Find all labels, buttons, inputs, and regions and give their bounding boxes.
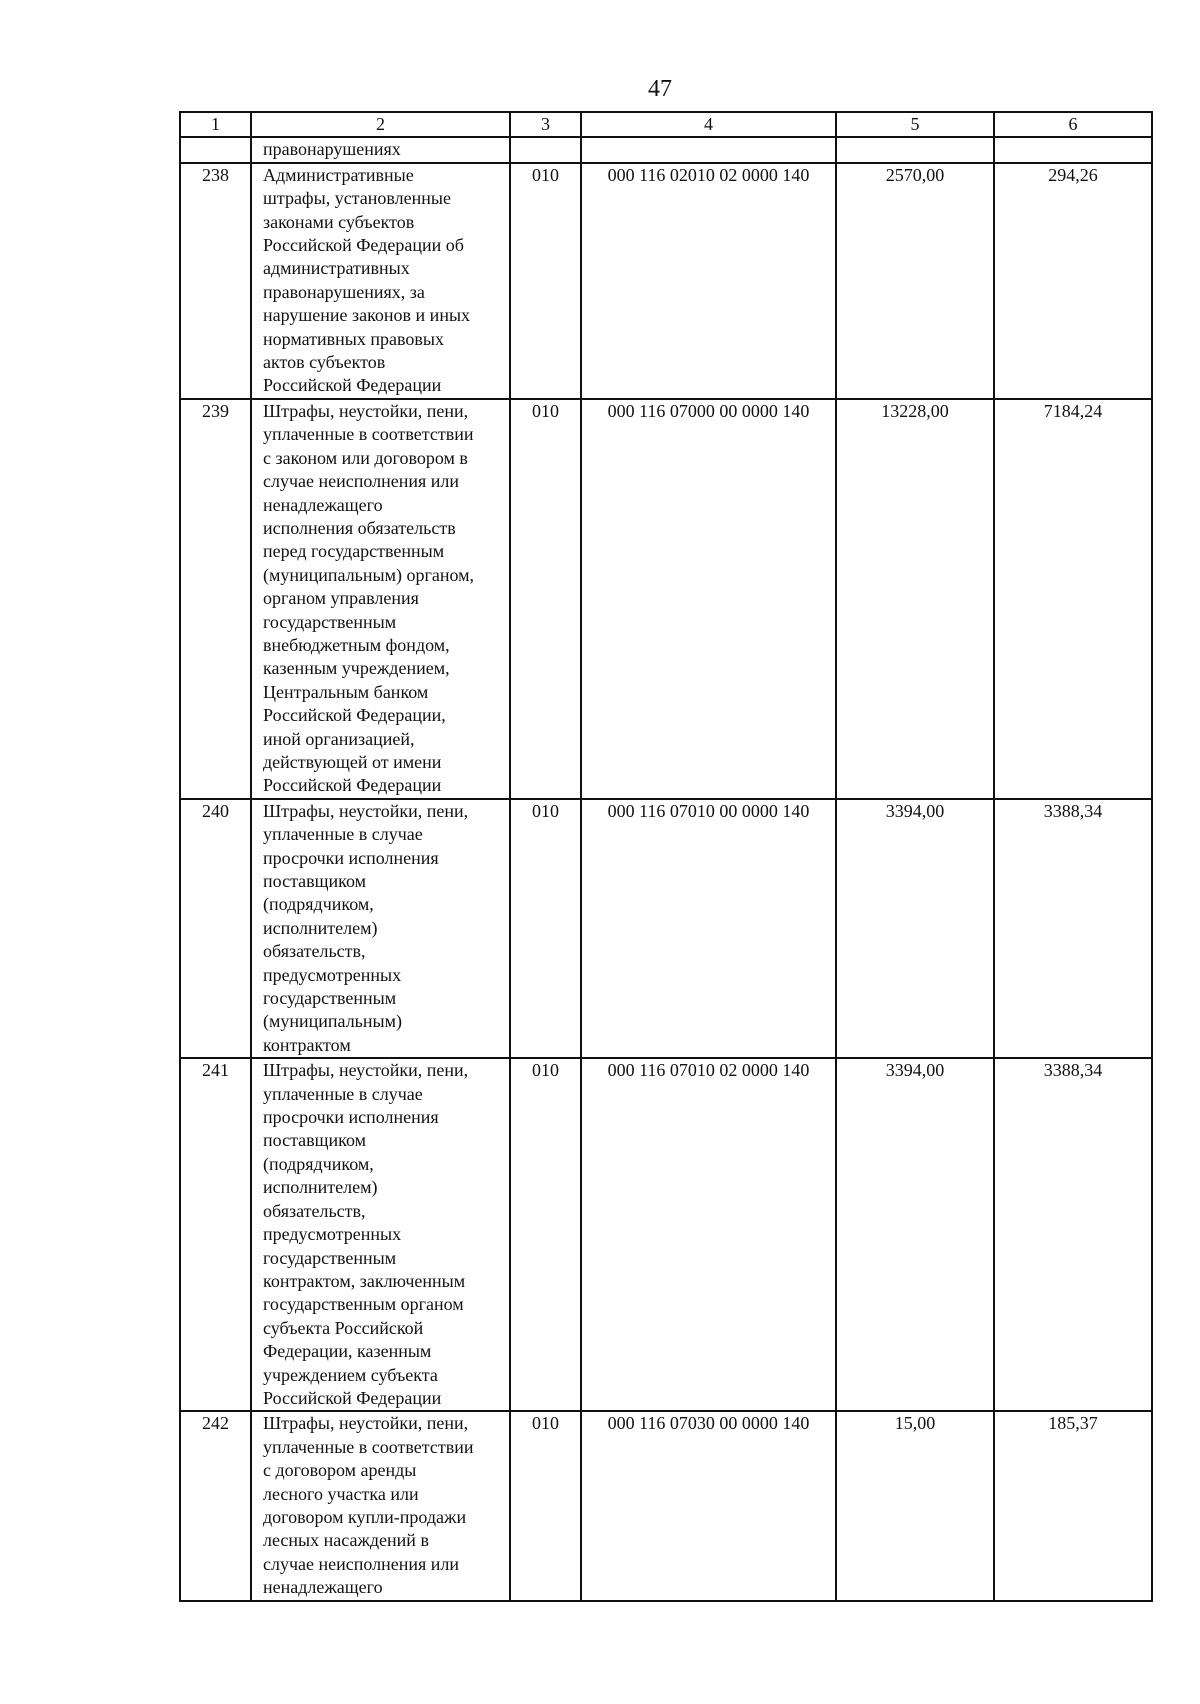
row-code4-cell: 000 116 07030 00 0000 140 bbox=[581, 1411, 836, 1600]
row-name-line: контрактом, заключенным bbox=[263, 1270, 466, 1291]
row-code4-cell: 000 116 07000 00 0000 140 bbox=[581, 399, 836, 799]
row-col6-cell: 3388,34 bbox=[994, 1058, 1152, 1411]
row-name-line: нормативных правовых bbox=[263, 328, 444, 349]
row-name-line: Российской Федерации bbox=[263, 1387, 442, 1408]
row-name-line: внебюджетным фондом, bbox=[263, 634, 450, 655]
table-row-continuation bbox=[180, 137, 1152, 162]
row-number-cell: 240 bbox=[180, 799, 251, 1058]
row-name-line: (подрядчиком, bbox=[263, 1153, 374, 1174]
row-name-line: государственным bbox=[263, 611, 397, 632]
page-number: 47 bbox=[648, 76, 672, 102]
table-row bbox=[180, 1411, 1152, 1600]
row-name-line: ненадлежащего bbox=[263, 494, 383, 515]
table-row bbox=[180, 1058, 1152, 1411]
row-name-line: уплаченные в случае bbox=[263, 1083, 423, 1104]
row-col6-cell: 185,37 bbox=[994, 1411, 1152, 1600]
row-code3-cell: 010 bbox=[510, 163, 581, 399]
row-name-cell bbox=[251, 1411, 510, 1600]
row-code3-cell: 010 bbox=[510, 1058, 581, 1411]
row-name-line: поставщиком bbox=[263, 871, 367, 891]
row-name-line: перед государственным bbox=[263, 541, 445, 562]
row-name-line: уплаченные в случае bbox=[263, 824, 423, 845]
row-name-line: действующей от имени bbox=[263, 751, 442, 772]
row-name-line: с договором аренды bbox=[263, 1460, 417, 1481]
row-name-line: (муниципальным) органом, bbox=[263, 564, 475, 585]
row-name-line: органом управления bbox=[263, 588, 419, 609]
row-name-line: субъекта Российской bbox=[263, 1317, 424, 1338]
row-name-line: законами субъектов bbox=[263, 211, 415, 232]
row-name-cell bbox=[251, 163, 510, 399]
row-name-line: случае неисполнения или bbox=[263, 1553, 460, 1574]
row-number-cell bbox=[180, 137, 251, 162]
row-col5-cell bbox=[836, 137, 994, 162]
row-col5-cell: 3394,00 bbox=[836, 1058, 994, 1411]
row-name-cell bbox=[251, 399, 510, 799]
row-name-line: (подрядчиком, bbox=[263, 894, 374, 915]
row-name-line: правонарушениях bbox=[263, 139, 401, 160]
table-row bbox=[180, 163, 1152, 399]
row-number-cell: 238 bbox=[180, 163, 251, 399]
table-body bbox=[180, 163, 1152, 1601]
row-code4-cell: 000 116 02010 02 0000 140 bbox=[581, 163, 836, 399]
header-cell: 2 bbox=[251, 112, 510, 137]
row-name-line: случае неисполнения или bbox=[263, 471, 460, 492]
row-name-line: нарушение законов и иных bbox=[263, 305, 471, 326]
row-code3-cell bbox=[510, 137, 581, 162]
row-col5-cell: 2570,00 bbox=[836, 163, 994, 399]
row-name-line: обязательств, bbox=[263, 941, 366, 962]
row-number-cell: 241 bbox=[180, 1058, 251, 1411]
row-col6-cell bbox=[994, 137, 1152, 162]
row-name-line: просрочки исполнения bbox=[263, 1107, 439, 1128]
table-row bbox=[180, 399, 1152, 799]
row-name-line: учреждением субъекта bbox=[263, 1364, 438, 1385]
row-name-line: поставщиком bbox=[263, 1130, 367, 1151]
row-col6-cell: 294,26 bbox=[994, 163, 1152, 399]
row-name-line: Административные bbox=[263, 164, 414, 185]
row-name-line: государственным bbox=[263, 1247, 397, 1268]
row-name-line: иной организацией, bbox=[263, 728, 415, 749]
row-name-line: правонарушениях, за bbox=[263, 281, 425, 302]
row-name-line: административных bbox=[263, 258, 410, 279]
header-cell: 4 bbox=[581, 112, 836, 137]
row-code4-cell: 000 116 07010 02 0000 140 bbox=[581, 1058, 836, 1411]
row-name-cell bbox=[251, 799, 510, 1058]
row-name-line: Штрафы, неустойки, пени, bbox=[263, 800, 469, 821]
row-name-line: договором купли-продажи bbox=[263, 1506, 467, 1527]
table-header-row bbox=[180, 112, 1152, 137]
row-name-line: контрактом bbox=[263, 1034, 351, 1055]
row-name-line: (муниципальным) bbox=[263, 1011, 402, 1032]
header-cell: 1 bbox=[180, 112, 251, 137]
row-name-line: Федерации, казенным bbox=[263, 1341, 432, 1362]
row-name-line: лесных насаждений в bbox=[263, 1530, 429, 1551]
row-name-cell bbox=[251, 1058, 510, 1411]
row-col6-cell: 3388,34 bbox=[994, 799, 1152, 1058]
row-col6-cell: 7184,24 bbox=[994, 399, 1152, 799]
row-name-line: просрочки исполнения bbox=[263, 847, 439, 868]
row-code4-cell: 000 116 07010 00 0000 140 bbox=[581, 799, 836, 1058]
row-name-line: государственным bbox=[263, 988, 397, 1009]
row-number-cell: 242 bbox=[180, 1411, 251, 1600]
row-col5-cell: 15,00 bbox=[836, 1411, 994, 1600]
row-col5-cell: 3394,00 bbox=[836, 799, 994, 1058]
row-name-line: Штрафы, неустойки, пени, bbox=[263, 1413, 469, 1434]
row-number-cell: 239 bbox=[180, 399, 251, 799]
row-name-line: казенным учреждением, bbox=[263, 658, 450, 679]
row-name-line: Штрафы, неустойки, пени, bbox=[263, 400, 469, 421]
row-name-line: государственным органом bbox=[263, 1294, 464, 1315]
row-name-line: Российской Федерации bbox=[263, 775, 442, 796]
row-name-line: штрафы, установленные bbox=[263, 188, 451, 209]
table-row bbox=[180, 799, 1152, 1058]
row-code3-cell: 010 bbox=[510, 1411, 581, 1600]
budget-table bbox=[179, 111, 1153, 1602]
row-name-line: предусмотренных bbox=[263, 1224, 402, 1245]
row-name-line: Российской Федерации об bbox=[263, 235, 464, 256]
row-name-line: исполнения обязательств bbox=[263, 517, 456, 538]
row-name-line: Штрафы, неустойки, пени, bbox=[263, 1060, 469, 1081]
row-name-line: Российской Федерации bbox=[263, 375, 442, 396]
header-cell: 5 bbox=[836, 112, 994, 137]
row-name-line: Российской Федерации, bbox=[263, 705, 446, 726]
row-name-line: с законом или договором в bbox=[263, 447, 468, 468]
row-code4-cell bbox=[581, 137, 836, 162]
header-cell: 6 bbox=[994, 112, 1152, 137]
row-name-line: исполнителем) bbox=[263, 1177, 378, 1198]
row-name-line: обязательств, bbox=[263, 1200, 366, 1221]
row-name-line: актов субъектов bbox=[263, 352, 386, 373]
row-name-line: Центральным банком bbox=[263, 681, 429, 702]
row-code3-cell: 010 bbox=[510, 799, 581, 1058]
row-name-line: предусмотренных bbox=[263, 964, 402, 985]
row-name-line: исполнителем) bbox=[263, 917, 378, 938]
header-cell: 3 bbox=[510, 112, 581, 137]
row-col5-cell: 13228,00 bbox=[836, 399, 994, 799]
row-name-line: уплаченные в соответствии bbox=[263, 1436, 474, 1457]
row-code3-cell: 010 bbox=[510, 399, 581, 799]
row-name-line: лесного участка или bbox=[263, 1483, 419, 1504]
row-name-cell bbox=[251, 137, 510, 162]
row-name-line: ненадлежащего bbox=[263, 1577, 383, 1598]
row-name-line: уплаченные в соответствии bbox=[263, 424, 474, 445]
